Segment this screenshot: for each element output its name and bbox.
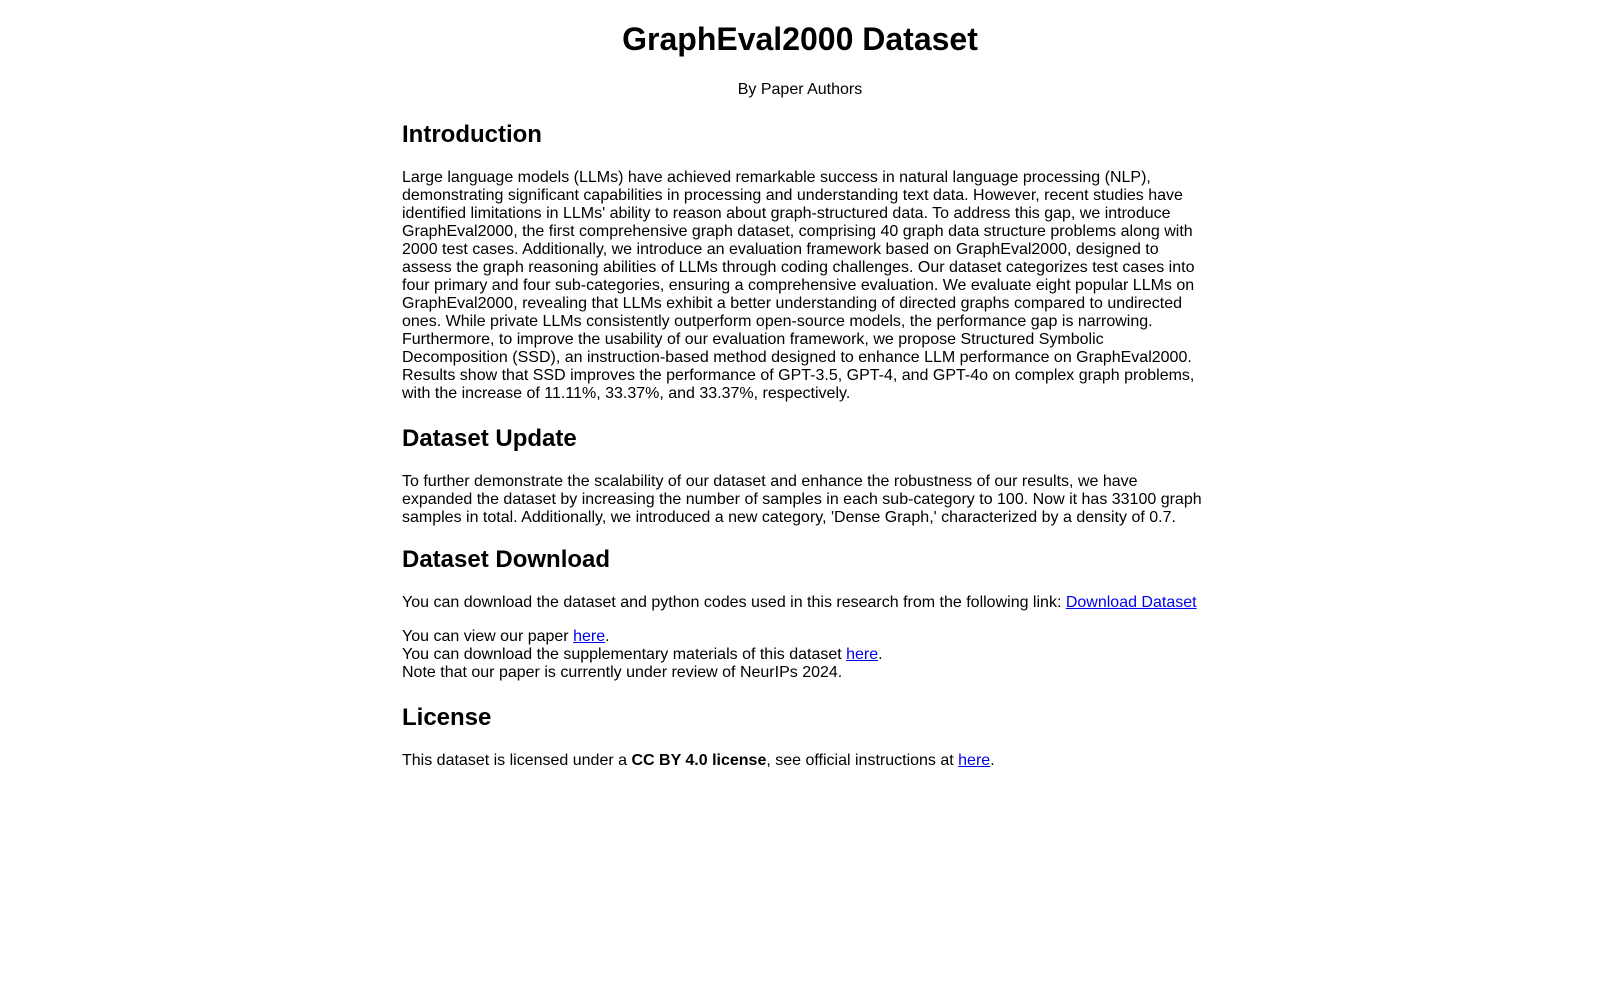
license-paragraph bbox=[402, 752, 1210, 770]
license-section bbox=[402, 703, 1210, 770]
download-text: You can download the dataset and python codes used in this research from the following link: bbox=[402, 594, 1066, 611]
page-header bbox=[0, 0, 1600, 99]
introduction-paragraph: Large language models (LLMs) have achieved remarkable success in natural language processing (NLP), demonstrating significant capabilities in processing and understanding text data. However, recent studies have identified limitations in LLMs' ability to reason about graph-structured data. To address this gap, we introduce GraphEval2000, the first comprehensive graph dataset, comprising 40 graph data structure problems along with 2000 test cases. Additionally, we introduce an evaluation framework based on GraphEval2000, designed to assess the graph reasoning abilities of LLMs through coding challenges. Our dataset categorizes test cases into four primary and four sub-categories, ensuring a comprehensive evaluation. We evaluate eight popular LLMs on GraphEval2000, revealing that LLMs exhibit a better understanding of directed graphs compared to undirected ones. While private LLMs consistently outperform open-source models, the performance gap is narrowing. Furthermore, to improve the usability of our evaluation framework, we propose Structured Symbolic Decomposition (SSD), an instruction-based method designed to enhance LLM performance on GraphEval2000. Results show that SSD improves the performance of GPT-3.5, GPT-4, and GPT-4o on complex graph problems, with the increase of 11.11%, 33.37%, and 33.37%, respectively. bbox=[402, 169, 1195, 402]
dataset-update-paragraph: To further demonstrate the scalability of our dataset and enhance the robustness of our results, we have expanded the dataset by increasing the number of samples in each sub-category to 100. Now it has 33100 graph samples in total. Additionally, we introduced a new category, 'Dense Graph,' characterized by a density of 0.7. bbox=[402, 473, 1202, 526]
introduction-heading: Introduction bbox=[402, 121, 542, 148]
dataset-update-section bbox=[402, 424, 1210, 527]
paper-paragraph bbox=[402, 628, 1210, 682]
license-text-middle: , see official instructions at bbox=[766, 752, 959, 769]
introduction-section bbox=[402, 120, 1210, 403]
dataset-download-section bbox=[402, 545, 1210, 682]
supplementary-suffix: . bbox=[878, 646, 883, 663]
dataset-download-heading: Dataset Download bbox=[402, 546, 611, 573]
supplementary-link[interactable]: here bbox=[846, 646, 879, 663]
paper-link[interactable]: here bbox=[573, 628, 606, 645]
supplementary-text: You can download the supplementary materials of this dataset bbox=[402, 646, 847, 663]
download-paragraph bbox=[402, 594, 1210, 612]
license-heading: License bbox=[402, 704, 492, 731]
dataset-update-heading: Dataset Update bbox=[402, 425, 577, 452]
license-instructions-link[interactable]: here bbox=[958, 752, 991, 769]
paper-suffix: . bbox=[605, 628, 610, 645]
license-name: CC BY 4.0 license bbox=[631, 752, 767, 769]
paper-text: You can view our paper bbox=[402, 628, 574, 645]
review-note: Note that our paper is currently under review of NeurIPs 2024. bbox=[402, 664, 843, 681]
page-title: GraphEval2000 Dataset bbox=[622, 21, 978, 57]
byline: By Paper Authors bbox=[737, 81, 863, 98]
download-dataset-link[interactable]: Download Dataset bbox=[1065, 594, 1197, 611]
license-suffix: . bbox=[990, 752, 995, 769]
main-content bbox=[402, 120, 1210, 770]
license-text-before: This dataset is licensed under a bbox=[402, 752, 632, 769]
